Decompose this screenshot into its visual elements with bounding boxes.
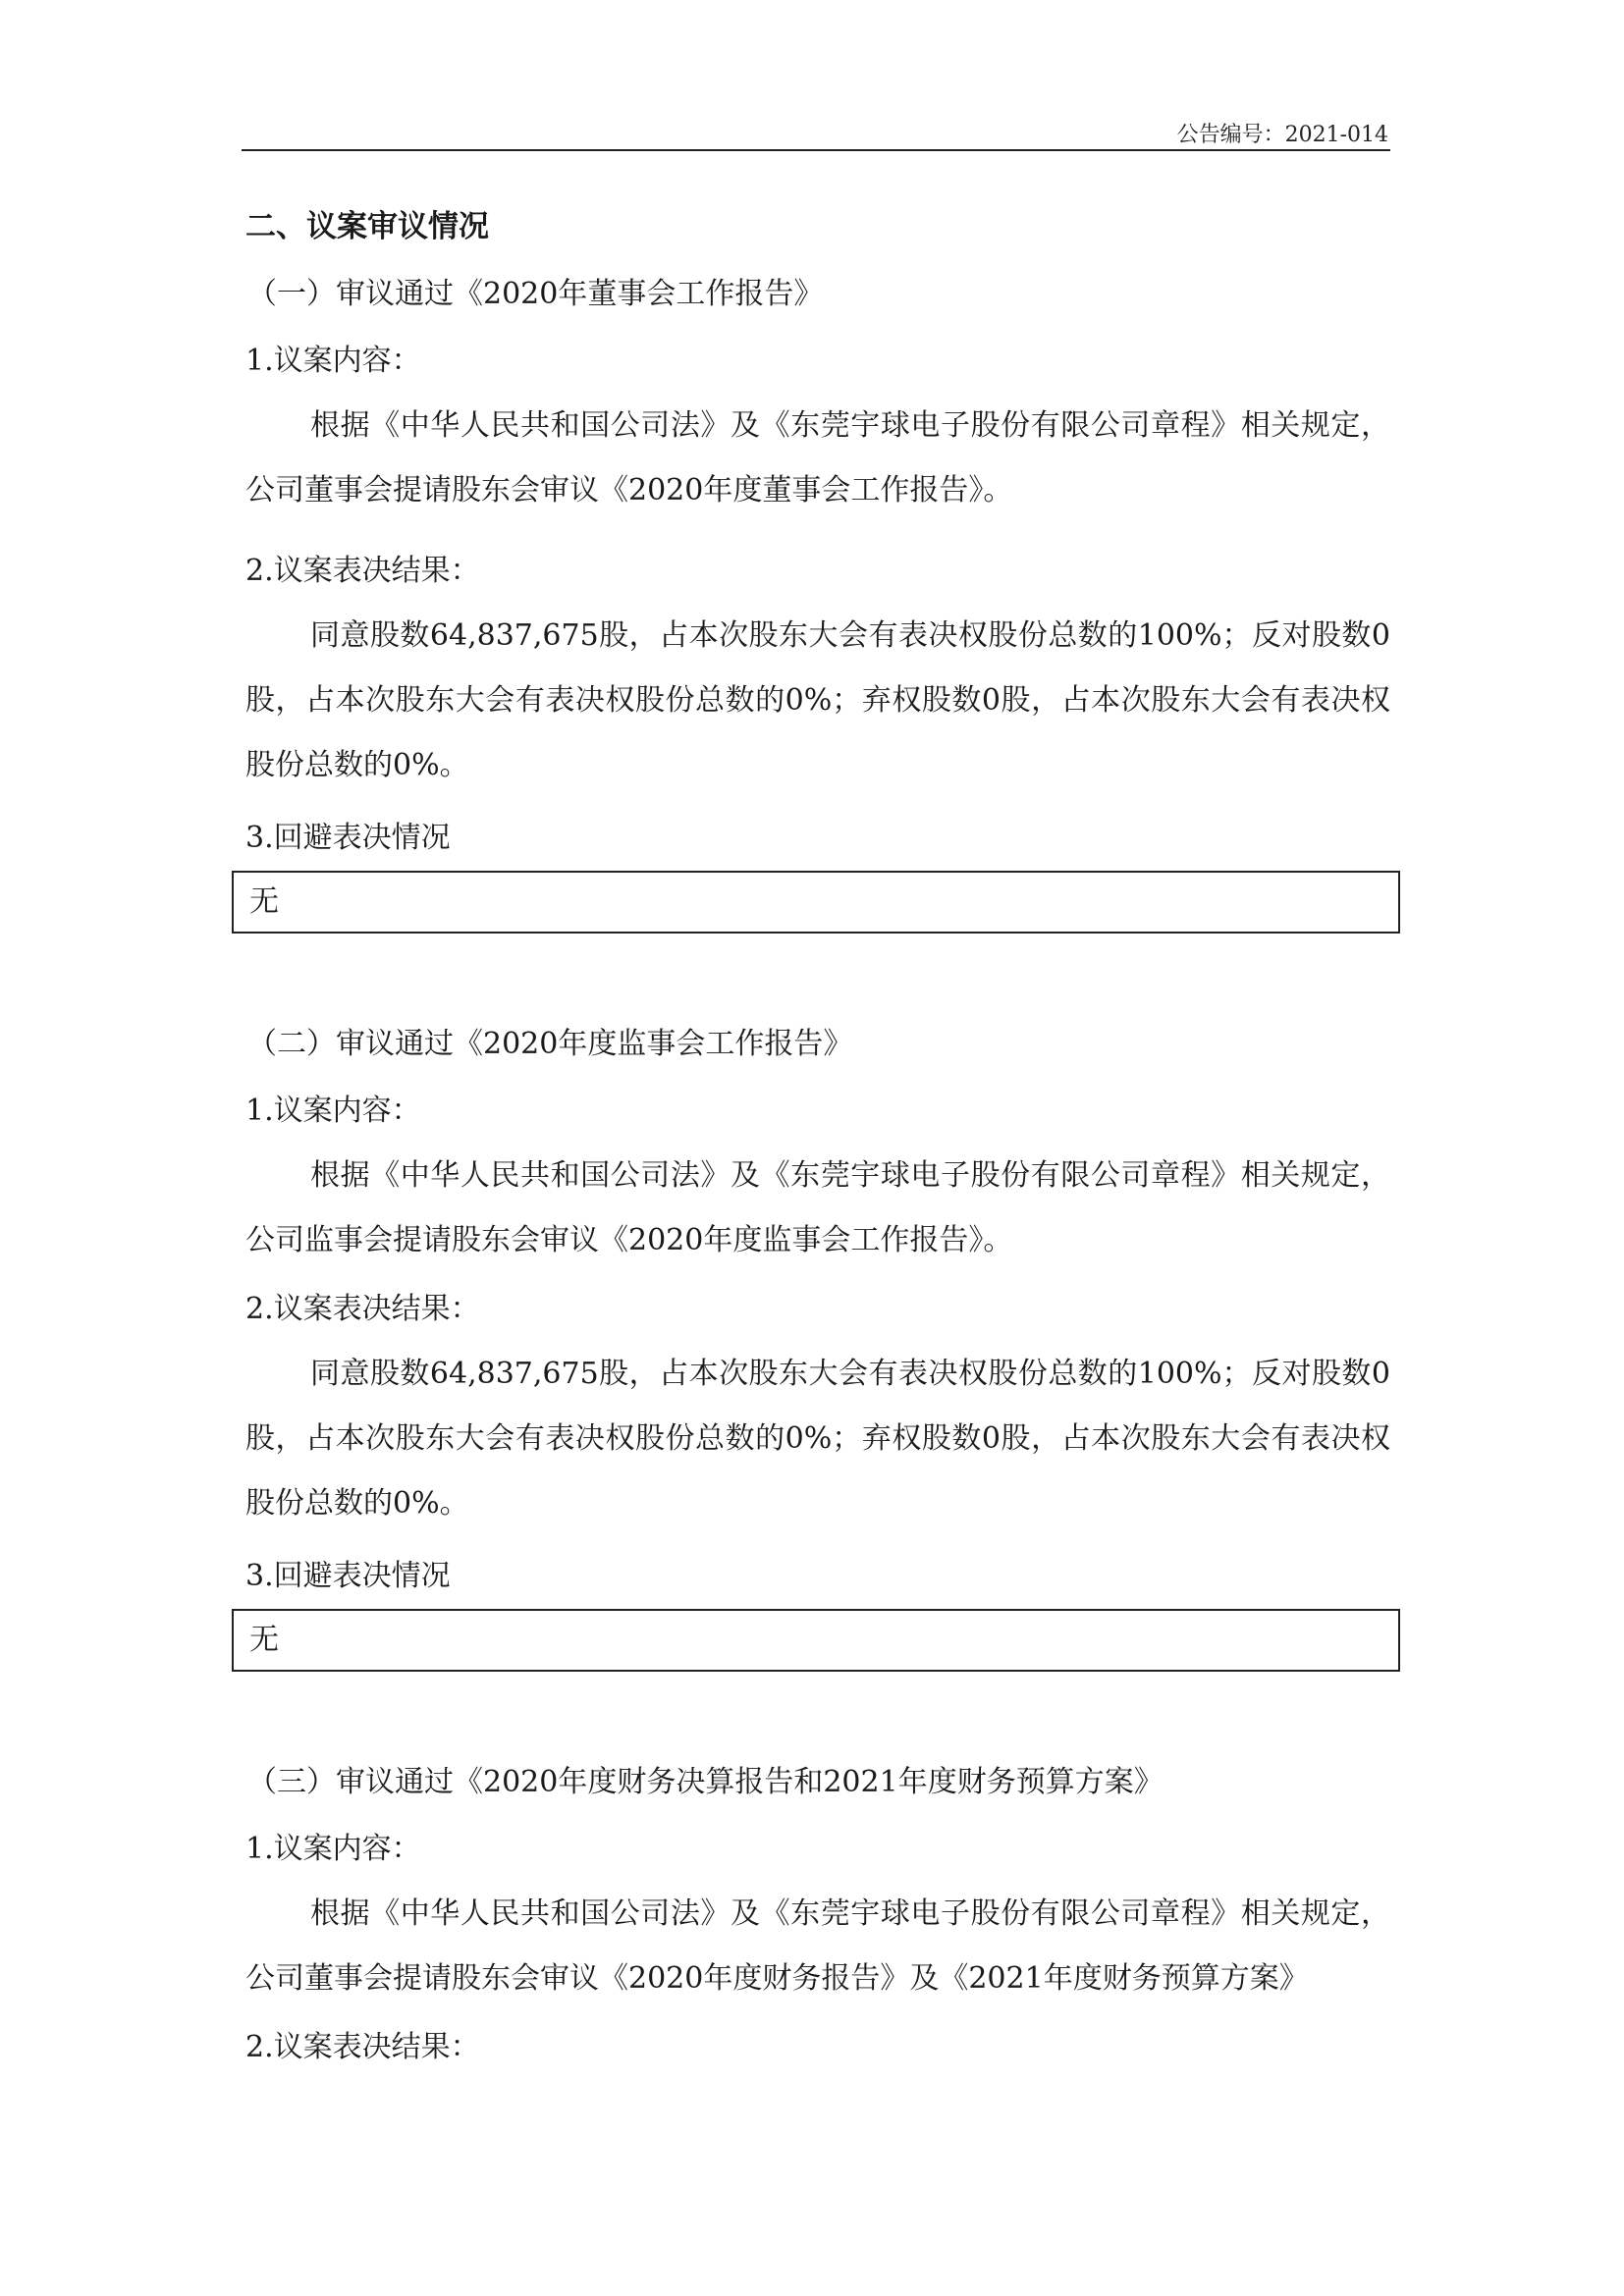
recusal-label: 3.回避表决情况	[245, 821, 451, 855]
result-paragraph: 同意股数64,837,675股，占本次股东大会有表决权股份总数的100%；反对股数0股，占本次股东大会有表决权股份总数的0%；弃权股数0股，占本次股东大会有表决权股份总数的0%。	[245, 1357, 1390, 1521]
result-label: 2.议案表决结果：	[245, 1292, 480, 1326]
header-divider	[242, 149, 1390, 151]
result-label: 2.议案表决结果：	[245, 2030, 480, 2064]
section-title: 二、议案审议情况	[245, 209, 489, 244]
recusal-box: 无	[232, 871, 1400, 934]
resolution-2	[245, 1027, 1390, 1672]
recusal-box: 无	[232, 1609, 1400, 1672]
resolution-title: （三）审议通过《2020年度财务决算报告和2021年度财务预算方案》	[247, 1765, 1164, 1799]
content-paragraph: 根据《中华人民共和国公司法》及《东莞宇球电子股份有限公司章程》相关规定，公司董事会提请股东会审议《2020年度财务报告》及《2021年度财务预算方案》	[245, 1896, 1390, 1996]
content-label: 1.议案内容：	[245, 1832, 421, 1866]
resolution-3	[245, 1765, 1390, 2064]
resolution-1	[245, 277, 1390, 934]
recusal-label: 3.回避表决情况	[245, 1559, 451, 1593]
result-paragraph: 同意股数64,837,675股，占本次股东大会有表决权股份总数的100%；反对股数0股，占本次股东大会有表决权股份总数的0%；弃权股数0股，占本次股东大会有表决权股份总数的0%。	[245, 618, 1390, 782]
content-label: 1.议案内容：	[245, 1094, 421, 1128]
resolution-title: （一）审议通过《2020年董事会工作报告》	[247, 277, 824, 311]
content-paragraph: 根据《中华人民共和国公司法》及《东莞宇球电子股份有限公司章程》相关规定，公司监事会提请股东会审议《2020年度监事会工作报告》。	[245, 1158, 1390, 1257]
document-body	[245, 206, 1390, 2062]
resolution-title: （二）审议通过《2020年度监事会工作报告》	[247, 1027, 853, 1061]
content-label: 1.议案内容：	[245, 344, 421, 378]
result-label: 2.议案表决结果：	[245, 554, 480, 588]
announcement-number: 公告编号：2021-014	[1176, 123, 1388, 147]
content-paragraph: 根据《中华人民共和国公司法》及《东莞宇球电子股份有限公司章程》相关规定，公司董事会提请股东会审议《2020年度董事会工作报告》。	[245, 408, 1390, 507]
